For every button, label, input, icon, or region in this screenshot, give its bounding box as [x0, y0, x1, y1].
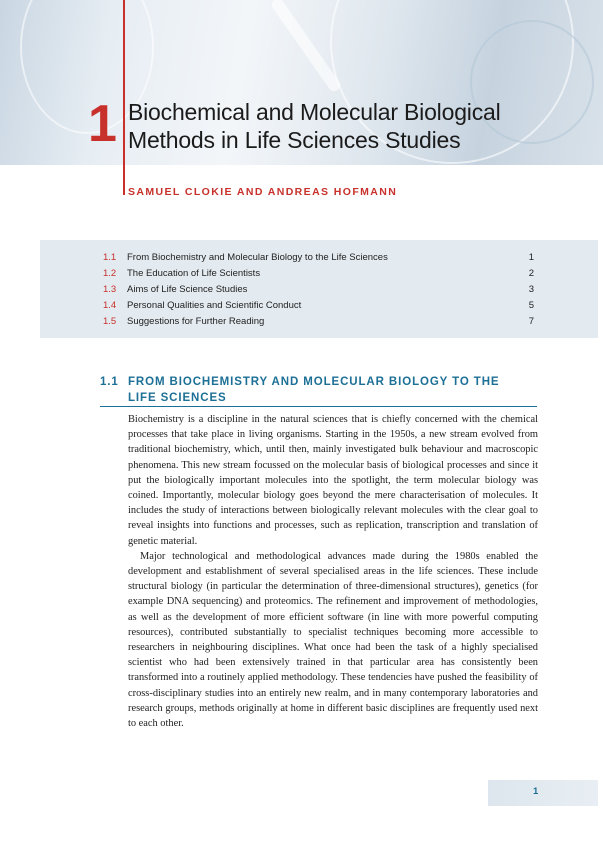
- toc-entry-page: 3: [528, 284, 534, 295]
- toc-entry-page: 5: [528, 300, 534, 311]
- section-rule: [100, 406, 537, 407]
- toc-entry-title: From Biochemistry and Molecular Biology to the Life Sciences: [127, 252, 388, 263]
- page-number-box: [488, 780, 598, 806]
- section-number: 1.1: [100, 376, 119, 388]
- table-of-contents: [40, 240, 598, 338]
- toc-entry-title: Suggestions for Further Reading: [127, 316, 265, 327]
- body-paragraph: Major technological and methodological advances made during the 1980s enabled the development and establishment of several specialised areas in the life sciences. These include structural biology (in particular the determination of three-dimensional structures), genetics (for example DNA sequencing) and proteomics. The refinement and improvement of methodologies, as well as the development of more efficient software (in line with more powerful computing resources), contributed substantially to specialist techniques becoming more accessible to researchers in neighbouring disciplines. What once had been the task of a highly specialised scientist who had been extensively trained in that particular area has consistently been transformed into a routinely applied methodology. These tendencies have pushed the feasibility of cross-disciplinary studies into an entirely new realm, and in many contemporary laboratories and research groups, methods originally at home in different basic disciplines are frequently used next to each other.: [128, 550, 538, 730]
- toc-entry-title: The Education of Life Scientists: [127, 268, 261, 279]
- toc-entry[interactable]: [40, 284, 598, 300]
- toc-entry[interactable]: [40, 252, 598, 268]
- chapter-title: Biochemical and Molecular Biological Methods in Life Sciences Studies: [128, 99, 501, 153]
- toc-entry-page: 7: [528, 316, 534, 327]
- toc-entry[interactable]: [40, 316, 598, 332]
- chapter-authors: SAMUEL CLOKIE AND ANDREAS HOFMANN: [128, 186, 398, 198]
- chapter-number: 1: [88, 95, 117, 153]
- toc-entry-number: 1.4: [103, 300, 117, 311]
- body-paragraph: Biochemistry is a discipline in the natural sciences that is chiefly concerned with the chemical processes that take place in living organisms. Starting in the 1950s, a new stream evolved from traditional biochemistry, which, until then, mainly investigated bulk behaviour and macroscopic phenomena. This new stream focussed on the molecular basis of biological processes and since it put the biologically important molecules into the spotlight, the term molecular biology was coined. Importantly, molecular biology goes beyond the mere characterisation of molecules. It includes the study of interactions between biologically relevant molecules with the clear goal to reveal insights into functions and processes, such as replication, transcription and translation of genetic material.: [128, 414, 538, 547]
- section-title: FROM BIOCHEMISTRY AND MOLECULAR BIOLOGY TO THE LIFE SCIENCES: [128, 376, 500, 404]
- toc-entry-page: 1: [528, 252, 534, 263]
- toc-entry-number: 1.1: [103, 252, 117, 263]
- toc-entry-number: 1.2: [103, 268, 117, 279]
- toc-entry[interactable]: [40, 300, 598, 316]
- toc-entry-number: 1.3: [103, 284, 117, 295]
- chapter-red-rule: [123, 0, 125, 195]
- toc-entry-number: 1.5: [103, 316, 117, 327]
- toc-entry-title: Aims of Life Science Studies: [127, 284, 248, 295]
- toc-entry-title: Personal Qualities and Scientific Conduct: [127, 300, 302, 311]
- section-body: [128, 412, 538, 731]
- toc-entry[interactable]: [40, 268, 598, 284]
- toc-entry-page: 2: [528, 268, 534, 279]
- page-number: 1: [533, 786, 539, 797]
